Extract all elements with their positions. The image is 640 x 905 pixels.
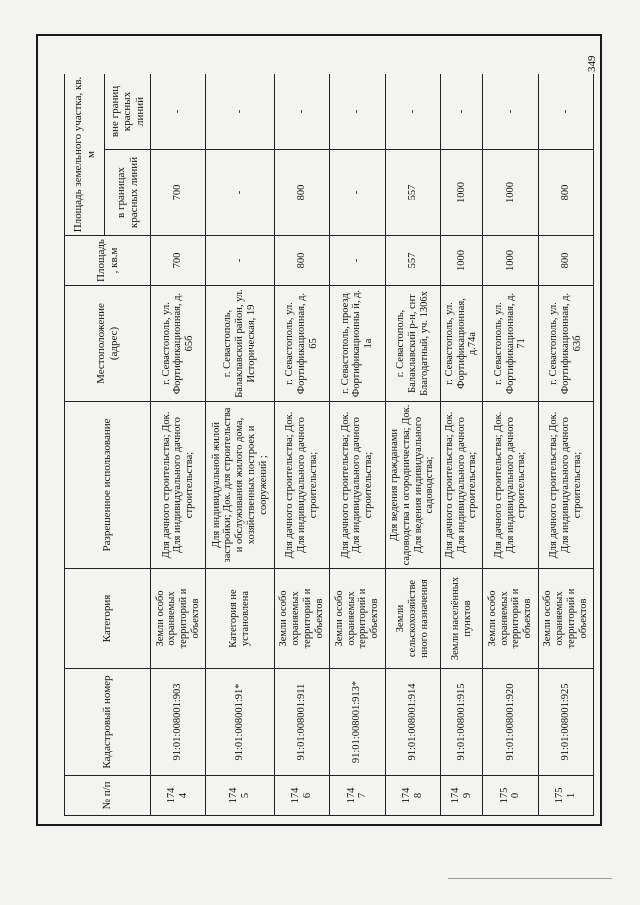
table-row bbox=[151, 74, 206, 816]
cell-cadastral: 91:01:008001:915 bbox=[440, 669, 482, 776]
table-row bbox=[206, 74, 274, 816]
cell-category: Земли особо охраняемых территорий и объектов bbox=[274, 569, 329, 669]
cell-num: 175 0 bbox=[483, 776, 538, 816]
header-area: Площадь, кв.м bbox=[65, 236, 151, 286]
cell-outside: - bbox=[151, 74, 206, 150]
cell-category: Земли особо охраняемых территорий и объектов bbox=[483, 569, 538, 669]
cell-usage: Для дачного строительства; Док. Для индивидуального дачного строительства; bbox=[538, 402, 593, 569]
cell-num: 174 4 bbox=[151, 776, 206, 816]
cell-cadastral: 91:01:008001:913* bbox=[330, 669, 385, 776]
cell-area: 1000 bbox=[440, 236, 482, 286]
cell-outside: - bbox=[440, 74, 482, 150]
page-number bbox=[586, 42, 602, 72]
footer-rule bbox=[448, 878, 612, 879]
cell-location: г. Севастополь, Балаклавский район, ул. Историческая, 19 bbox=[206, 286, 274, 402]
header-usage: Разрешенное использование bbox=[65, 402, 151, 569]
cell-area: - bbox=[330, 236, 385, 286]
cell-location: г. Севастополь, проезд Фортификационны й, д. 1а bbox=[330, 286, 385, 402]
cell-outside: - bbox=[330, 74, 385, 150]
cell-outside: - bbox=[385, 74, 440, 150]
cell-usage: Для дачного строительства; Док. Для индивидуального дачного строительства; bbox=[483, 402, 538, 569]
cell-usage: Для дачного строительства; Док. Для индивидуального дачного строительства; bbox=[330, 402, 385, 569]
cell-area: 557 bbox=[385, 236, 440, 286]
cell-location: г. Севастополь, ул. Фортификационная, д.74а bbox=[440, 286, 482, 402]
cell-usage: Для индивидуальной жилой застройки; Док. для строительства и обслуживания жилого дома, хозяйственных построек и сооружений ; bbox=[206, 402, 274, 569]
cell-location: г. Севастополь, ул. Фортификационная, д. 65 bbox=[274, 286, 329, 402]
table-row bbox=[385, 74, 440, 816]
cell-usage: Для дачного строительства; Док. Для индивидуального дачного строительства; bbox=[274, 402, 329, 569]
cell-outside: - bbox=[274, 74, 329, 150]
cell-category: Категория не установлена bbox=[206, 569, 274, 669]
cell-usage: Для дачного строительства; Док. Для индивидуального дачного строительства; bbox=[151, 402, 206, 569]
cell-inside: 800 bbox=[274, 150, 329, 236]
cell-num: 174 7 bbox=[330, 776, 385, 816]
cell-area: 800 bbox=[274, 236, 329, 286]
cell-area: 1000 bbox=[483, 236, 538, 286]
header-location: Местоположение (адрес) bbox=[65, 286, 151, 402]
header-outside-red-lines: вне границ красных линий bbox=[105, 74, 151, 150]
cell-inside: - bbox=[206, 150, 274, 236]
cell-num: 174 6 bbox=[274, 776, 329, 816]
cell-usage: Для ведения гражданами садоводства и огородничества; Док. Для ведения индивидуального садоводства; bbox=[385, 402, 440, 569]
header-category: Категория bbox=[65, 569, 151, 669]
cell-location: г. Севастополь, ул. Фортификационная, д. 65б bbox=[151, 286, 206, 402]
cell-inside: 800 bbox=[538, 150, 593, 236]
land-parcel-table bbox=[64, 74, 594, 816]
cell-outside: - bbox=[206, 74, 274, 150]
cell-category: Земли особо охраняемых территорий и объектов bbox=[151, 569, 206, 669]
cell-cadastral: 91:01:008001:925 bbox=[538, 669, 593, 776]
table-row bbox=[483, 74, 538, 816]
cell-area: 700 bbox=[151, 236, 206, 286]
cell-num: 174 9 bbox=[440, 776, 482, 816]
cell-inside: 700 bbox=[151, 150, 206, 236]
cell-category: Земли особо охраняемых территорий и объектов bbox=[330, 569, 385, 669]
table-row bbox=[330, 74, 385, 816]
cell-area: 800 bbox=[538, 236, 593, 286]
table-row bbox=[274, 74, 329, 816]
cell-cadastral: 91:01:008001:91* bbox=[206, 669, 274, 776]
header-land-area: Площадь земельного участка, кв. м bbox=[65, 74, 105, 236]
cell-cadastral: 91:01:008001:920 bbox=[483, 669, 538, 776]
header-cadastral: Кадастровый номер bbox=[65, 669, 151, 776]
cell-cadastral: 91:01:008001:914 bbox=[385, 669, 440, 776]
rotated-table-container bbox=[64, 74, 594, 816]
cell-cadastral: 91:01:008001:911 bbox=[274, 669, 329, 776]
cell-inside: 1000 bbox=[440, 150, 482, 236]
table-row bbox=[538, 74, 593, 816]
cell-num: 174 5 bbox=[206, 776, 274, 816]
cell-cadastral: 91:01:008001:903 bbox=[151, 669, 206, 776]
land-parcel-table-wrapper bbox=[64, 74, 594, 816]
cell-area: - bbox=[206, 236, 274, 286]
header-inside-red-lines: в границах красных линий bbox=[105, 150, 151, 236]
cell-outside: - bbox=[538, 74, 593, 150]
cell-category: Земли сельскохозяйстве нного назначения bbox=[385, 569, 440, 669]
page-number-text: 349 bbox=[586, 55, 598, 72]
cell-usage: Для дачного строительства; Док. Для индивидуального дачного строительства; bbox=[440, 402, 482, 569]
cell-category: Земли населённых пунктов bbox=[440, 569, 482, 669]
cell-location: г. Севастополь, ул. Фортификационная, д. 63б bbox=[538, 286, 593, 402]
header-num: № п/п bbox=[65, 776, 151, 816]
cell-inside: - bbox=[330, 150, 385, 236]
cell-location: г. Севастополь, Балаклавский р-н, снт Благодатный, уч. 1306х bbox=[385, 286, 440, 402]
table-row bbox=[440, 74, 482, 816]
cell-num: 175 1 bbox=[538, 776, 593, 816]
cell-outside: - bbox=[483, 74, 538, 150]
cell-location: г. Севастополь, ул. Фортификационная, д. 71 bbox=[483, 286, 538, 402]
cell-inside: 1000 bbox=[483, 150, 538, 236]
cell-num: 174 8 bbox=[385, 776, 440, 816]
cell-category: Земли особо охраняемых территорий и объектов bbox=[538, 569, 593, 669]
cell-inside: 557 bbox=[385, 150, 440, 236]
